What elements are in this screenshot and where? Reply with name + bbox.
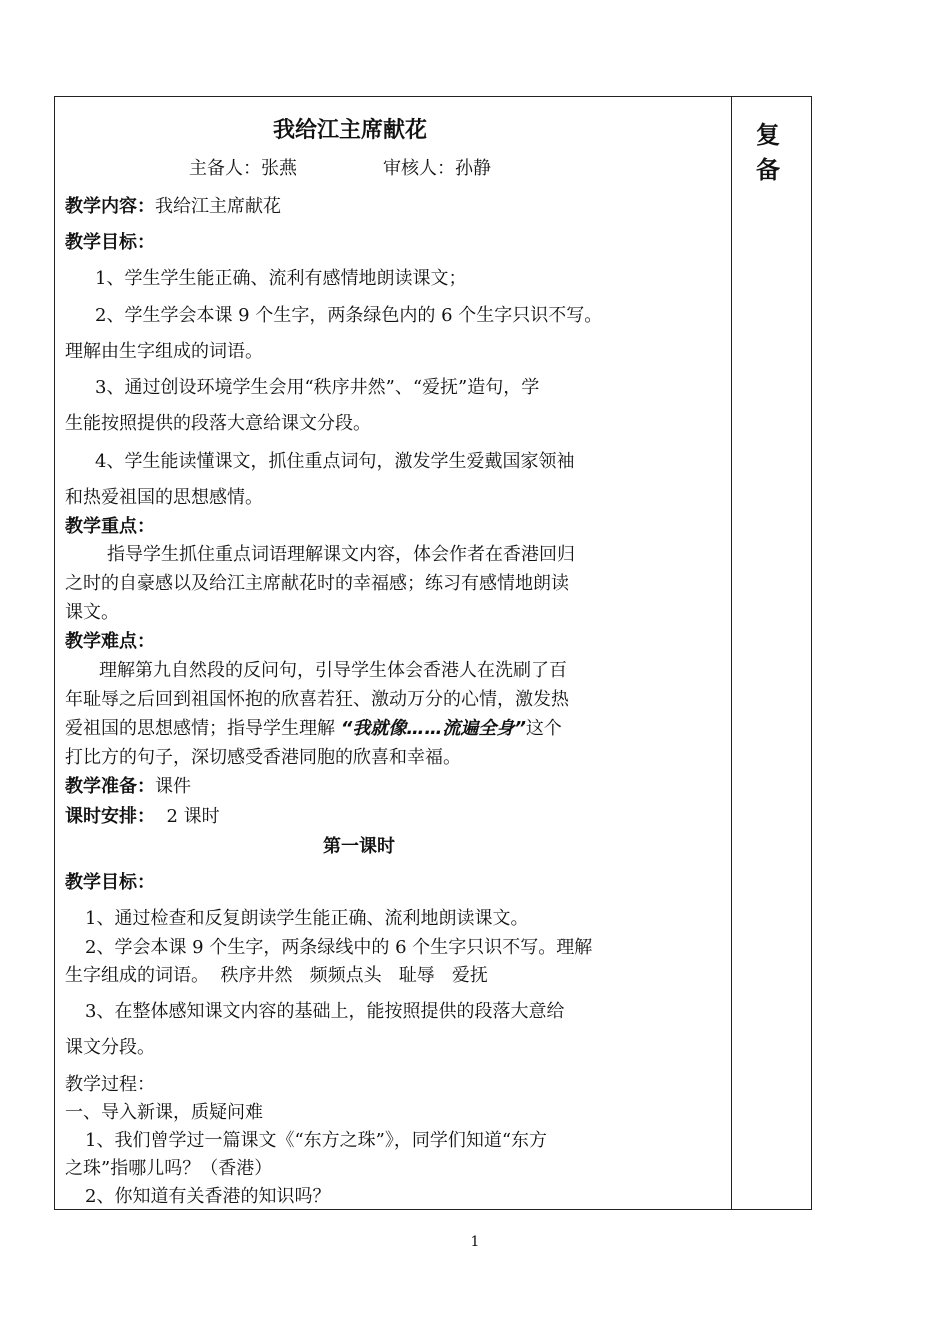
step-1-1-line-1: 1、我们曾学过一篇课文《“东方之珠”》，同学们知道“东方 [85, 1130, 548, 1151]
process-label: 教学过程： [65, 1074, 155, 1095]
goal-1: 1、学生学生能正确、流利有感情地朗读课文； [95, 268, 467, 289]
goals-label: 教学目标： [65, 232, 155, 253]
focus-line-3: 课文。 [65, 602, 119, 623]
content-label: 教学内容： [65, 196, 155, 217]
preparer-label: 主备人： [189, 158, 261, 179]
focus-label: 教学重点： [65, 516, 155, 537]
goal-2-line-2: 理解由生字组成的词语。 [65, 341, 263, 362]
lesson-title: 我给江主席献花 [273, 118, 428, 143]
schedule-label: 课时安排： [65, 806, 155, 827]
schedule-line [65, 805, 220, 829]
prep-line [65, 775, 191, 799]
difficulty-line-3-end: 这个 [525, 718, 562, 739]
lesson-section-title: 第一课时 [323, 836, 395, 857]
page-number: 1 [470, 1234, 480, 1250]
difficulty-label: 教学难点： [65, 631, 155, 652]
lesson-plan-table [54, 96, 812, 1210]
reviewer-label: 审核人： [383, 158, 455, 179]
goal-2-line-1: 2、学生学会本课 9 个生字，两条绿色内的 6 个生字只识不写。 [95, 305, 603, 326]
focus-line-2: 之时的自豪感以及给江主席献花时的幸福感；练习有感情地朗读 [65, 573, 569, 594]
difficulty-line-3-start: 爱祖国的思想感情；指导学生理解 [65, 718, 341, 739]
review-column-title: 复 备 [756, 121, 798, 184]
goal-4-line-1: 4、学生能读懂课文，抓住重点词句，激发学生爱戴国家领袖 [95, 451, 575, 472]
difficulty-line-4: 打比方的句子，深切感受香港同胞的欣喜和幸福。 [65, 747, 461, 768]
goal-4-line-2: 和热爱祖国的思想感情。 [65, 487, 263, 508]
goal-3-line-1: 3、通过创设环境学生会用“秩序井然”、“爱抚”造句，学 [95, 377, 540, 398]
preparer-name: 张燕 [261, 158, 297, 179]
reviewer-name: 孙静 [455, 158, 491, 179]
goal-b-3-line-2: 课文分段。 [65, 1037, 155, 1058]
column-divider [731, 97, 732, 1209]
goals-2-label: 教学目标： [65, 872, 155, 893]
goal-b-2-line-2: 生字组成的词语。 秩序井然 频频点头 耻辱 爱抚 [65, 965, 488, 986]
difficulty-line-3 [65, 717, 562, 741]
content-value: 我给江主席献花 [155, 196, 281, 217]
reviewer-line [383, 157, 491, 181]
goal-b-2-line-1: 2、学会本课 9 个生字，两条绿线中的 6 个生字只识不写。理解 [85, 937, 593, 958]
quoted-sentence: “我就像……流遍全身” [340, 718, 526, 739]
schedule-value: 2 课时 [155, 806, 220, 827]
goal-3-line-2: 生能按照提供的段落大意给课文分段。 [65, 413, 371, 434]
goal-b-3-line-1: 3、在整体感知课文内容的基础上，能按照提供的段落大意给 [85, 1001, 565, 1022]
prep-label: 教学准备： [65, 776, 155, 797]
content-line [65, 195, 281, 219]
difficulty-line-1: 理解第九自然段的反问句，引导学生体会香港人在洗刷了百 [99, 660, 567, 681]
preparer-line [189, 157, 297, 181]
difficulty-line-2: 年耻辱之后回到祖国怀抱的欣喜若狂、激动万分的心情，激发热 [65, 689, 569, 710]
prep-value: 课件 [155, 776, 191, 797]
step-1-2: 2、你知道有关香港的知识吗？ [85, 1186, 331, 1207]
goal-b-1: 1、通过检查和反复朗读学生能正确、流利地朗读课文。 [85, 908, 529, 929]
focus-line-1: 指导学生抓住重点词语理解课文内容，体会作者在香港回归 [107, 544, 575, 565]
step-1: 一、导入新课，质疑问难 [65, 1102, 263, 1123]
step-1-1-line-2: 之珠”指哪儿吗？（香港） [65, 1158, 273, 1179]
